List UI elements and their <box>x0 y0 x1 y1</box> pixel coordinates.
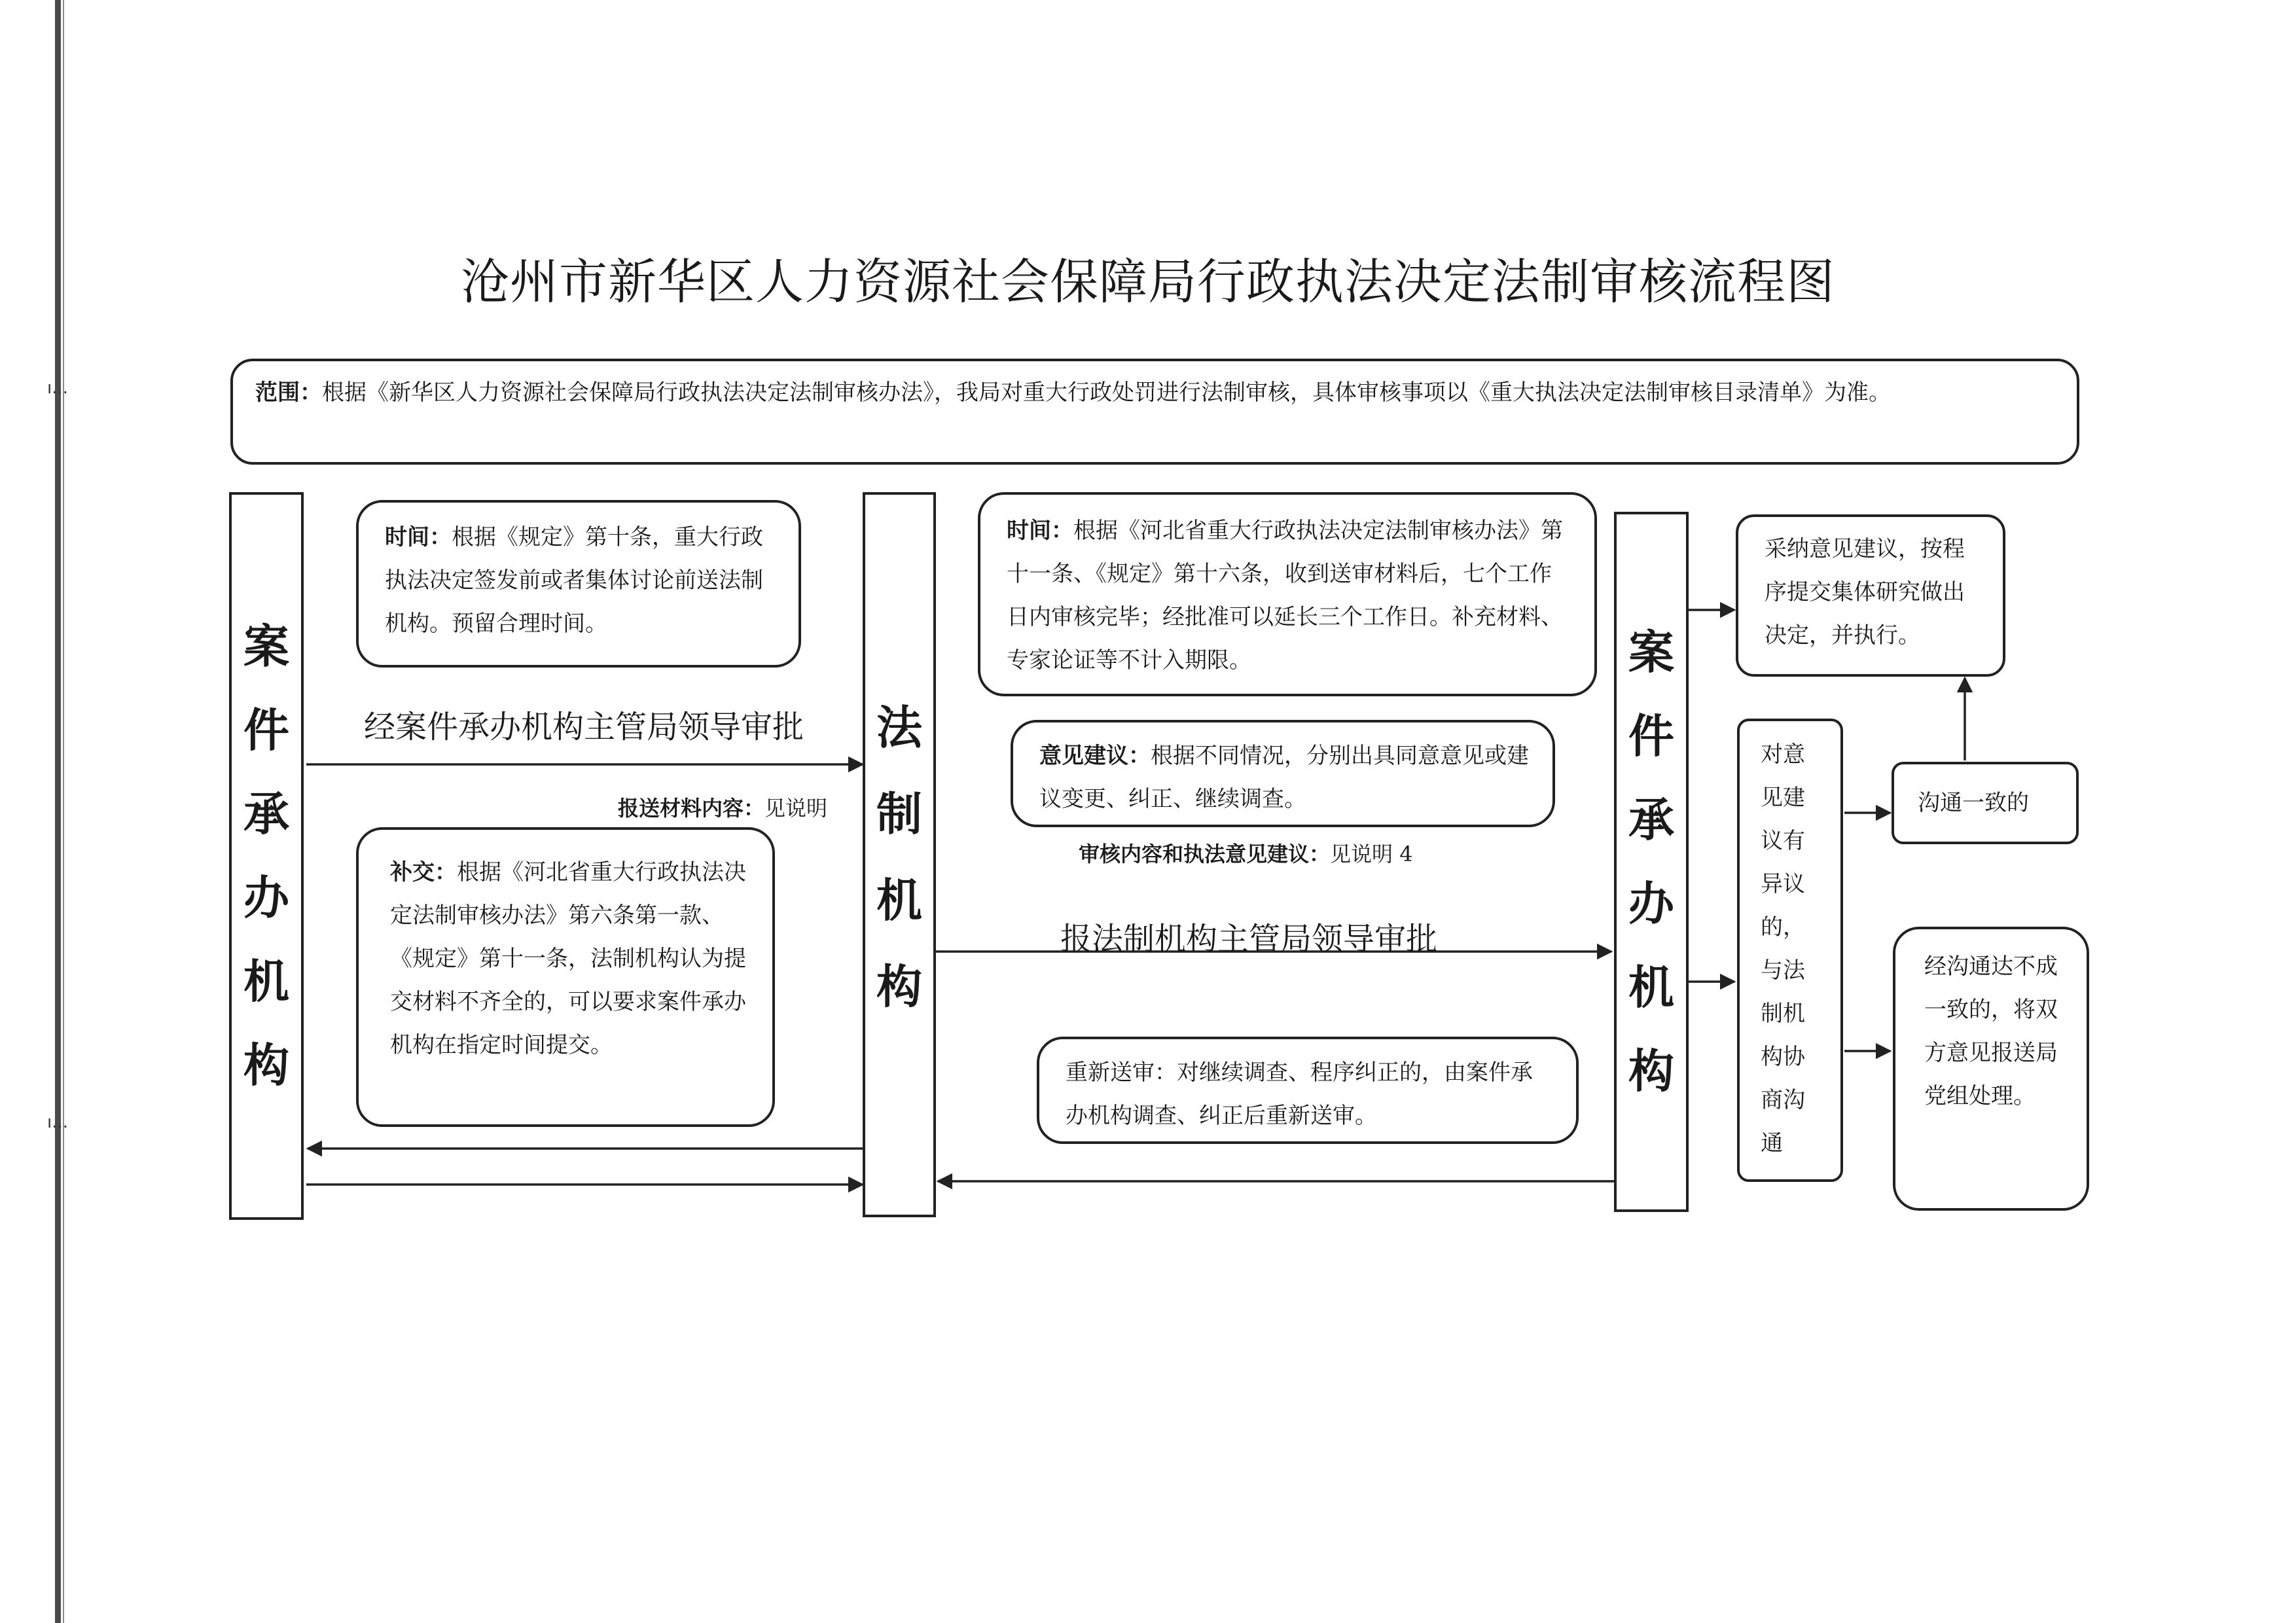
column-char: 案 <box>1628 625 1674 679</box>
box-text: 经沟通达不成一致的，将双方意见报送局党组处理。 <box>1924 954 2058 1109</box>
supplement-box <box>356 827 775 1127</box>
scan-mark: ı... <box>47 1113 69 1132</box>
materials-note <box>618 792 827 822</box>
approve-left-label: 经案件承办机构主管局领导审批 <box>364 709 804 745</box>
box-text: 对意见建议有异议的，与法制机构协商沟通 <box>1761 741 1805 1156</box>
review-note-text: 见说明 4 <box>1330 842 1413 866</box>
column-char: 构 <box>243 1038 289 1092</box>
column-char: 承 <box>243 787 289 841</box>
diagram-title: 沧州市新华区人力资源社会保障局行政执法决定法制审核流程图 <box>461 254 1835 310</box>
box-text: 根据不同情况，分别出具同意意见或建议变更、纠正、继续调查。 <box>1039 743 1529 812</box>
case-handling-agency-right <box>1614 512 1689 1212</box>
box-text: 重新送审：对继续调查、程序纠正的，由案件承办机构调查、纠正后重新送审。 <box>1066 1060 1533 1129</box>
box-label: 时间： <box>385 524 452 550</box>
time-review-box <box>978 492 1597 696</box>
adopt-box <box>1736 514 2005 677</box>
box-text: 根据《河北省重大行政执法决定法制审核办法》第六条第一款、《规定》第十一条，法制机构认为提交材料不齐全的，可以要求案件承办机构在指定时间提交。 <box>390 859 746 1058</box>
column-char: 案 <box>243 619 289 673</box>
column-char: 机 <box>1628 960 1674 1014</box>
materials-note-text: 见说明 <box>764 796 828 821</box>
column-char: 办 <box>243 870 289 925</box>
disagree-box <box>1893 927 2089 1211</box>
approve-center-label: 报法制机构主管局领导审批 <box>1060 921 1438 957</box>
time-submit-box <box>356 500 801 668</box>
scope-text: 根据《新华区人力资源社会保障局行政执法决定法制审核办法》，我局对重大行政处罚进行法制审核，具体审核事项以《重大执法决定法制审核目录清单》为准。 <box>322 380 1891 406</box>
column-char: 构 <box>876 959 922 1014</box>
box-label: 补交： <box>390 859 457 885</box>
legal-affairs-agency <box>863 492 936 1217</box>
materials-note-label: 报送材料内容： <box>618 796 765 821</box>
scan-mark: ı... <box>47 378 69 398</box>
column-char: 机 <box>243 954 289 1008</box>
column-char: 承 <box>1628 793 1674 847</box>
box-label: 意见建议： <box>1039 743 1151 769</box>
box-text: 采纳意见建议，按程序提交集体研究做出决定，并执行。 <box>1765 536 1965 649</box>
column-char: 办 <box>1628 876 1674 931</box>
column-char: 件 <box>243 703 289 757</box>
column-char: 机 <box>876 873 922 927</box>
resubmit-box <box>1037 1037 1579 1144</box>
review-note-label: 审核内容和执法意见建议： <box>1079 842 1331 866</box>
column-char: 构 <box>1628 1044 1674 1098</box>
column-char: 制 <box>876 787 922 841</box>
scope-label: 范围： <box>255 380 322 406</box>
opinion-box <box>1011 720 1555 827</box>
objection-box <box>1737 719 1843 1182</box>
review-note <box>1079 838 1413 868</box>
agree-box <box>1892 762 2079 844</box>
box-label: 时间： <box>1007 518 1073 544</box>
box-text: 根据《河北省重大行政执法决定法制审核办法》第十一条、《规定》第十六条，收到送审材料后，七个工作日内审核完毕；经批准可以延长三个工作日。补充材料、专家论证等不计入期限。 <box>1007 518 1563 673</box>
column-char: 法 <box>876 700 922 755</box>
box-text: 根据《规定》第十条，重大行政执法决定签发前或者集体讨论前送法制机构。预留合理时间。 <box>385 524 763 637</box>
column-char: 件 <box>1628 709 1674 763</box>
box-text: 沟通一致的 <box>1918 790 2029 816</box>
case-handling-agency-left <box>229 492 304 1220</box>
